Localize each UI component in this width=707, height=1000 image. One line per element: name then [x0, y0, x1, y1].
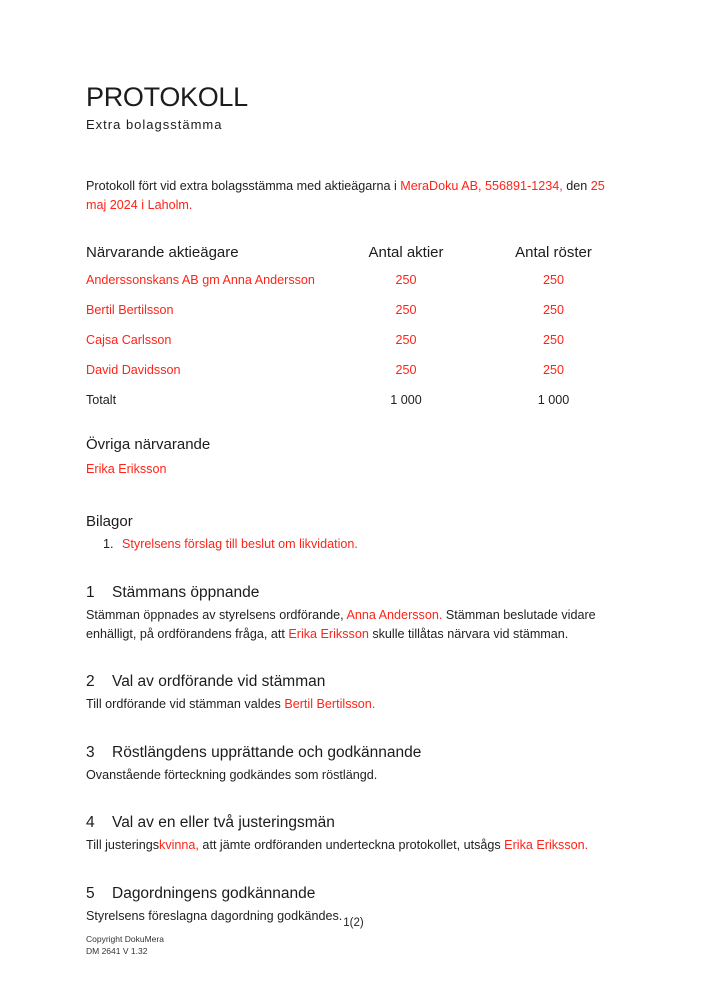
section-4-heading — [86, 812, 620, 833]
person-name: Anna Andersson. — [346, 608, 443, 622]
intro-segment: den — [562, 179, 591, 193]
section-number: 5 — [86, 884, 95, 902]
section-number: 1 — [86, 584, 95, 601]
share-count: 250 — [395, 273, 417, 287]
body-segment-red: kvinna, — [159, 838, 199, 852]
document-title: PROTOKOLL — [86, 82, 248, 112]
total-shares: 1 000 — [390, 393, 422, 407]
share-count: 250 — [395, 363, 417, 377]
section-number: 3 — [86, 743, 95, 761]
share-count: 250 — [395, 303, 417, 317]
body-segment: Stämman beslutade vidare enhälligt, på ordförandens fråga, att — [86, 608, 596, 641]
intro-paragraph — [86, 177, 620, 215]
total-votes: 1 000 — [537, 393, 570, 407]
section-title: Stämmans öppnande — [112, 584, 260, 601]
section-title: Val av en eller två justeringsmän — [112, 814, 335, 831]
vote-count: 250 — [542, 303, 564, 317]
column-header-votes: Antal röster — [515, 244, 592, 261]
section-1 — [86, 582, 620, 643]
document-id: DM 2641 V 1.32 — [86, 946, 148, 956]
share-count: 250 — [395, 333, 417, 347]
shareholder-name: Cajsa Carlsson — [86, 333, 172, 347]
company-name: MeraDoku AB, 556891-1234, — [400, 179, 563, 193]
section-2-heading — [86, 671, 620, 692]
other-attendee-name: Erika Eriksson — [86, 462, 167, 476]
section-2 — [86, 671, 620, 714]
shareholder-name: Anderssonskans AB gm Anna Andersson — [86, 273, 315, 287]
table-row — [86, 263, 621, 293]
table-row — [86, 353, 621, 383]
section-title: Dagordningens godkännande — [112, 884, 316, 902]
section-3 — [86, 742, 620, 785]
footer-copyright — [86, 933, 164, 957]
vote-count: 250 — [542, 273, 564, 287]
body-segment: skulle tillåtas närvara vid stämman. — [368, 626, 569, 641]
section-1-body — [86, 606, 620, 643]
section-2-body — [86, 695, 620, 714]
section-3-body — [86, 766, 620, 785]
table-total-row — [86, 383, 621, 413]
section-4 — [86, 812, 620, 855]
total-label: Totalt — [86, 393, 117, 407]
section-3-heading — [86, 742, 620, 763]
attachments-heading: Bilagor — [86, 513, 133, 530]
body-segment: Styrelsens föreslagna dagordning godkändes. — [86, 908, 343, 923]
copyright-line: Copyright DokuMera — [86, 934, 164, 944]
body-segment: Ovanstående förteckning godkändes som röstlängd. — [86, 767, 378, 782]
intro-segment: Protokoll fört vid extra bolagsstämma med aktieägarna i — [86, 179, 401, 193]
body-segment: Till justerings — [86, 838, 160, 852]
column-header-attendees: Närvarande aktieägare — [86, 244, 239, 261]
section-1-heading — [86, 582, 620, 603]
shareholder-name: David Davidsson — [86, 363, 181, 377]
person-name: Erika Eriksson — [288, 626, 369, 641]
document-content — [0, 82, 707, 925]
section-number: 4 — [86, 814, 95, 831]
attachment-title: Styrelsens förslag till beslut om likvidation. — [122, 537, 358, 551]
other-attendees-heading: Övriga närvarande — [86, 436, 211, 453]
document-subtitle: Extra bolagsstämma — [86, 117, 223, 132]
section-title: Röstlängdens upprättande och godkännande — [112, 743, 422, 761]
attendees-table — [86, 243, 621, 413]
table-row — [86, 323, 621, 353]
body-segment: Stämman öppnades av styrelsens ordförande, — [86, 608, 347, 622]
vote-count: 250 — [542, 333, 564, 347]
table-row — [86, 293, 621, 323]
section-5-heading — [86, 883, 620, 904]
shareholder-name: Bertil Bertilsson — [86, 303, 174, 317]
page-number: 1(2) — [343, 917, 364, 929]
body-segment: Till ordförande vid stämman valdes — [86, 697, 285, 711]
section-number: 2 — [86, 673, 95, 690]
vote-count: 250 — [542, 363, 564, 377]
section-title: Val av ordförande vid stämman — [112, 673, 326, 690]
body-segment: att jämte ordföranden underteckna protokollet, utsågs — [198, 838, 505, 852]
attachment-number: 1. — [103, 537, 114, 551]
column-header-shares: Antal aktier — [368, 244, 444, 261]
meeting-date-place: 25 maj 2024 i Laholm. — [86, 179, 605, 212]
attachment-item — [103, 535, 620, 554]
table-header-row — [86, 243, 621, 263]
person-name: Bertil Bertilsson. — [284, 697, 376, 711]
person-name: Erika Eriksson. — [504, 838, 589, 852]
section-4-body — [86, 836, 620, 855]
